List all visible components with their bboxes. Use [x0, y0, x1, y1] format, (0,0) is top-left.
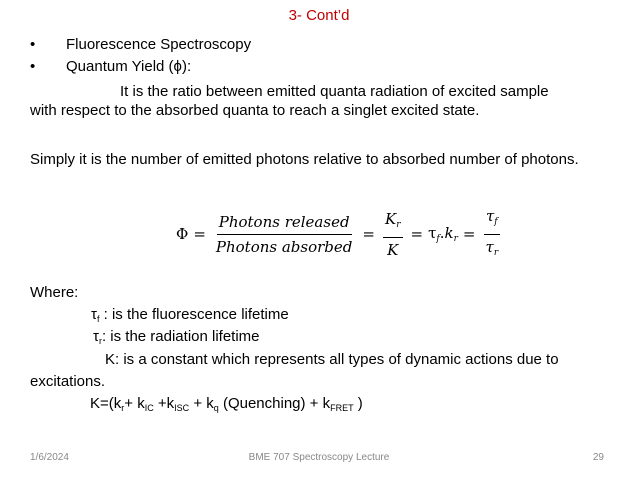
subscript: FRET — [330, 403, 354, 413]
subscript: q — [213, 403, 219, 413]
numerator-kr — [383, 209, 403, 238]
numerator-photons-released: Photons released — [217, 212, 352, 235]
subscript: r — [121, 403, 125, 413]
product-term — [428, 224, 458, 244]
equals-sign: = — [193, 225, 206, 243]
subscript: f — [494, 216, 498, 227]
k-symbol: k — [444, 224, 454, 242]
subscript: r — [493, 247, 499, 258]
simply-paragraph: Simply it is the number of emitted photons relative to absorbed number of photons. — [30, 151, 579, 168]
tau-symbol: τ — [485, 237, 494, 256]
bullet-list — [30, 34, 251, 78]
dot: . — [439, 224, 445, 242]
k-eq-part: + k — [189, 395, 214, 412]
bullet-item: • Fluorescence Spectroscopy — [30, 34, 251, 56]
footer-page-number: 29 — [592, 452, 604, 463]
subscript: f — [436, 234, 440, 244]
equals-sign: = — [362, 225, 375, 243]
denominator-tau-r — [484, 235, 501, 263]
denominator-photons-absorbed: Photons absorbed — [215, 237, 353, 256]
k-eq-part: K=(k — [90, 395, 122, 412]
def-k-line-1: K: is a constant which represents all types of dynamic actions due to — [105, 351, 559, 368]
denominator-k: K — [387, 240, 399, 259]
definition-line-1: It is the ratio between emitted quanta radiation of excited sample — [120, 83, 549, 100]
equals-sign: = — [462, 225, 476, 243]
subscript: r — [98, 336, 102, 346]
k-symbol: K — [384, 209, 397, 228]
footer-date: 1/6/2024 — [30, 452, 69, 463]
k-eq-part: ) — [353, 395, 363, 412]
slide-title: 3- Cont’d — [288, 7, 350, 24]
def-tau-r — [93, 327, 260, 351]
where-label: Where: — [30, 284, 79, 301]
footer-title: BME 707 Spectroscopy Lecture — [248, 452, 390, 463]
fraction-k — [383, 209, 403, 260]
numerator-tau-f — [484, 206, 500, 235]
k-eq-part: (Quenching) + k — [218, 395, 331, 412]
def-text: : is the fluorescence lifetime — [99, 306, 289, 323]
k-eq-part: + k — [124, 395, 145, 412]
tau-symbol: τ — [428, 224, 437, 242]
k-eq-part: +k — [153, 395, 175, 412]
def-tau-f — [91, 305, 289, 329]
quantum-yield-formula — [176, 202, 506, 266]
phi-symbol: Φ — [176, 225, 189, 243]
definition-line-2: with respect to the absorbed quanta to reach a singlet excited state. — [30, 102, 480, 119]
definition-paragraph — [30, 82, 620, 120]
subscript: r — [453, 234, 458, 244]
def-k-line-2: excitations. — [30, 373, 106, 390]
bullet-item: • Quantum Yield (ϕ): — [30, 56, 251, 78]
k-equation — [90, 394, 363, 418]
equals-sign: = — [410, 225, 424, 243]
def-text: : is the radiation lifetime — [101, 328, 260, 345]
subscript: IC — [144, 403, 154, 413]
fraction-tau — [484, 206, 501, 263]
fraction-photons — [214, 212, 355, 257]
tau-symbol: τ — [91, 306, 97, 323]
subscript: ISC — [174, 403, 190, 413]
tau-symbol: τ — [485, 206, 495, 225]
subscript: f — [96, 314, 100, 324]
subscript: r — [396, 219, 401, 230]
tau-symbol: τ — [93, 328, 99, 345]
